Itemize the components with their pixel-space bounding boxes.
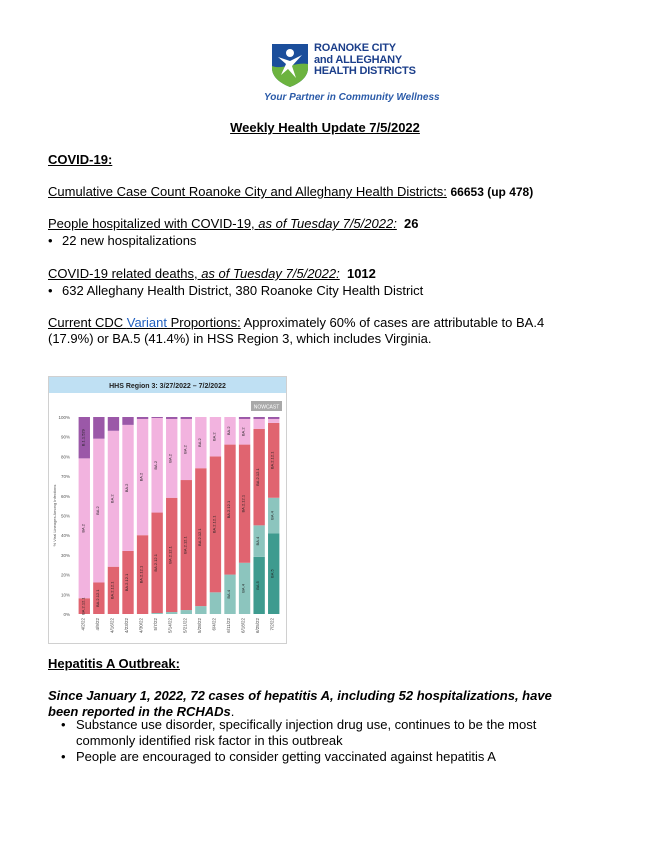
y-tick-label: 0% — [63, 612, 70, 617]
bar-segment — [137, 417, 148, 419]
segment-label: BA.2 — [109, 494, 115, 504]
bar-segment — [108, 417, 119, 431]
bar-segment — [268, 419, 279, 423]
segment-label: BA.2.12.1 — [80, 597, 86, 615]
page-title: Weekly Health Update 7/5/2022 — [230, 120, 420, 135]
segment-label: BA.2 — [124, 483, 129, 493]
bullet-dot: • — [61, 717, 66, 732]
x-tick-label: 6/4/22 — [211, 618, 217, 631]
segment-label: BA.2.12.1 — [153, 553, 159, 572]
segment-label: BA.4 — [269, 511, 275, 520]
x-tick-label: 6/25/22 — [255, 618, 261, 634]
deaths-label: COVID-19 related deaths, as of Tuesday 7/5/2022: — [48, 266, 340, 281]
segment-label: BA.2.12.1 — [269, 451, 275, 470]
segment-label: BA.2.12.1 — [226, 500, 231, 519]
bar-segment — [181, 417, 192, 419]
hospitalized — [48, 216, 419, 232]
bar-segment — [166, 417, 177, 419]
segment-label: BA.2.12.1 — [109, 581, 115, 600]
covid-heading: COVID-19: — [48, 152, 113, 167]
segment-label: BA.2 — [196, 438, 202, 447]
y-tick-label: 50% — [60, 513, 70, 519]
x-tick-label: 5/14/22 — [167, 618, 173, 634]
segment-label: BA.4 — [240, 584, 246, 593]
y-tick-label: 100% — [58, 415, 70, 420]
segment-label: BA.2.12.1 — [211, 515, 217, 534]
x-tick-label: 4/9/22 — [94, 618, 100, 631]
segment-label: BA.5 — [269, 569, 275, 578]
x-tick-label: 7/2/22 — [269, 618, 275, 631]
x-tick-label: 5/28/22 — [196, 618, 202, 634]
y-tick-label: 80% — [60, 454, 70, 460]
segment-label: BA.2 — [226, 426, 231, 436]
segment-label: BA.2 — [167, 454, 173, 463]
segment-label: BA.2.12.1 — [138, 565, 144, 584]
bar-segment — [239, 417, 250, 419]
nowcast-label: NOWCAST — [253, 404, 280, 411]
bar-segment — [93, 417, 104, 439]
x-tick-label: 4/23/22 — [124, 618, 129, 634]
segment-label: BA.2 — [240, 427, 246, 437]
segment-label: B.1.1.529 — [80, 429, 86, 447]
variant-label: Current CDC Variant Proportions: — [48, 315, 241, 330]
x-tick-label: 5/21/22 — [182, 618, 188, 634]
segment-label: BA.5 — [255, 581, 261, 590]
deaths — [48, 266, 376, 282]
bullet-dot: • — [61, 749, 66, 764]
y-tick-label: 20% — [60, 572, 70, 578]
x-tick-label: 6/11/22 — [226, 618, 231, 633]
segment-label: BA.2.12.1 — [196, 528, 202, 546]
variant-proportions: Current CDC Variant Proportions: Approximately 60% of cases are attributable to BA.4 (17.9%) or BA.5 (41.4%) in HSS Region 3, which includes Virginia. — [48, 315, 545, 346]
segment-label: BA.2.12.1 — [240, 494, 246, 513]
cumulative-cases — [48, 184, 533, 200]
bar-segment — [195, 606, 206, 614]
hospitalized-label: People hospitalized with COVID-19, as of Tuesday 7/5/2022: — [48, 216, 397, 231]
hospitalized-value: 26 — [404, 216, 419, 231]
segment-label: BA.2 — [182, 445, 188, 454]
bullet-dot: • — [48, 283, 53, 298]
y-tick-label: 10% — [60, 592, 70, 598]
segment-label: BA.2.12.1 — [182, 536, 188, 554]
shield-person-icon — [270, 42, 310, 88]
cumulative-label: Cumulative Case Count Roanoke City and Alleghany Health Districts: — [48, 184, 447, 199]
y-tick-label: 70% — [60, 474, 70, 480]
segment-label: BA.2 — [94, 506, 100, 515]
y-tick-label: 40% — [60, 533, 70, 539]
y-tick-label: 60% — [60, 493, 70, 499]
variant-link[interactable]: Variant — [126, 315, 167, 330]
chart-title: HHS Region 3: 3/27/2022 – 7/2/2022 — [109, 383, 226, 390]
segment-label: BA.2 — [211, 432, 217, 442]
deaths-value: 1012 — [346, 266, 376, 281]
chart-svg — [49, 377, 286, 643]
variant-proportions-chart — [48, 376, 287, 644]
hepatitis-heading: Hepatitis A Outbreak: — [48, 656, 180, 671]
bar-segment — [253, 417, 264, 419]
x-tick-label: 6/18/22 — [240, 618, 246, 634]
segment-label: BA.2.12.1 — [94, 589, 100, 608]
cumulative-value: 66653 (up 478) — [450, 185, 534, 199]
y-axis-label: % Viral Lineages Among Infections — [52, 484, 57, 547]
segment-label: BA.2.12.1 — [255, 468, 261, 486]
segment-label: BA.2.12.1 — [167, 546, 173, 564]
bar-segment — [210, 592, 221, 614]
x-tick-label: 5/7/22 — [153, 618, 159, 631]
hepatitis-summary: Since January 1, 2022, 72 cases of hepatitis A, including 52 hospitalizations, have been reported in the RCHADs. — [48, 688, 552, 719]
tagline: Your Partner in Community Wellness — [264, 92, 440, 103]
segment-label: BA.4 — [255, 536, 261, 546]
y-tick-label: 30% — [60, 552, 70, 558]
bar-segment — [253, 419, 264, 429]
bar-segment — [151, 613, 162, 614]
bar-segment — [151, 417, 162, 418]
bullet-dot: • — [48, 233, 53, 248]
x-tick-label: 4/16/22 — [109, 618, 115, 634]
segment-label: BA.2.12.1 — [124, 573, 129, 592]
bar-segment — [181, 610, 192, 614]
segment-label: BA.2 — [153, 460, 159, 470]
x-tick-label: 4/30/22 — [138, 618, 144, 634]
organization-name: ROANOKE CITY and ALLEGHANY HEALTH DISTRICTS — [314, 42, 416, 77]
bar-segment — [122, 417, 133, 425]
y-tick-label: 90% — [60, 434, 70, 440]
bar-segment — [268, 417, 279, 419]
bar-segment — [166, 612, 177, 614]
segment-label: BA.4 — [226, 589, 231, 599]
x-tick-label: 4/2/22 — [80, 618, 86, 631]
segment-label: BA.2 — [80, 523, 86, 533]
segment-label: BA.2 — [138, 472, 144, 482]
